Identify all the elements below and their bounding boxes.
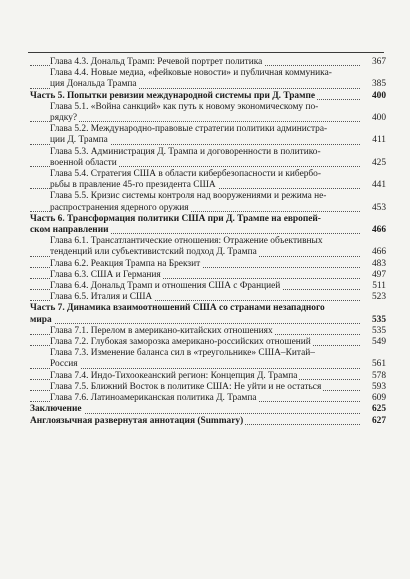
toc-entry-title	[50, 292, 386, 303]
toc-entry-title	[50, 270, 386, 281]
toc-entry-line: Глава 7.3. Изменение баланса сил в «треугольнике» США–Китай–	[50, 348, 315, 359]
toc-entry-title	[50, 68, 386, 90]
toc-entry-line: Глава 6.1. Трансатлантические отношения: Отражение объективных	[50, 236, 323, 247]
toc-page-number: 549	[371, 337, 386, 348]
toc-part-entry	[30, 416, 386, 427]
toc-entry-title	[30, 416, 386, 427]
toc-entry-line: Глава 4.4. Новые медиа, «фейковые новости» и публичная коммуника-	[50, 68, 332, 79]
toc-entry-line: тенденций или субъективистский подход Д. Трампа	[50, 247, 257, 258]
toc-chapter-entry	[30, 236, 386, 258]
toc-page-number: 400	[371, 113, 386, 124]
toc-page-number: 535	[371, 314, 386, 325]
toc-entry-title	[50, 382, 386, 393]
toc-chapter-entry	[30, 259, 386, 270]
toc-chapter-entry	[30, 147, 386, 169]
toc-entry-title	[50, 102, 386, 124]
toc-page-number: 523	[371, 292, 386, 303]
toc-entry-line: Глава 5.4. Стратегия США в области кибербезопасности и кибербо-	[50, 169, 321, 180]
header-rule	[28, 52, 384, 53]
toc-part-entry	[30, 91, 386, 102]
table-of-contents	[30, 57, 386, 427]
toc-page-number: 425	[371, 157, 386, 168]
toc-entry-title	[50, 371, 386, 382]
toc-chapter-entry	[30, 382, 386, 393]
toc-chapter-entry	[30, 68, 386, 90]
toc-entry-line: распространения ядерного оружия	[50, 202, 189, 213]
toc-chapter-entry	[30, 348, 386, 370]
toc-page-number: 625	[371, 404, 386, 415]
toc-entry-title	[50, 393, 386, 404]
toc-entry-title	[50, 191, 386, 213]
toc-entry-line: Часть 5. Попытки ревизии международной системы при Д. Трампе	[30, 90, 316, 101]
toc-page-number: 411	[372, 135, 386, 146]
toc-page-number: 453	[371, 202, 386, 213]
toc-chapter-entry	[30, 57, 386, 68]
toc-entry-title	[50, 348, 386, 370]
toc-entry-title	[50, 124, 386, 146]
toc-chapter-entry	[30, 281, 386, 292]
toc-entry-line: Глава 6.2. Реакция Трампа на Брекзит	[50, 258, 201, 269]
toc-entry-title	[50, 281, 386, 292]
toc-page-number: 466	[371, 247, 386, 258]
toc-chapter-entry	[30, 191, 386, 213]
toc-entry-line: Глава 7.2. Глубокая заморозка американо-российских отношений	[50, 337, 311, 348]
toc-entry-title	[30, 91, 386, 102]
toc-entry-title	[30, 214, 386, 236]
toc-entry-line: Заключение	[30, 404, 82, 415]
toc-chapter-entry	[30, 169, 386, 191]
toc-page-number: 535	[371, 325, 386, 336]
toc-chapter-entry	[30, 326, 386, 337]
toc-entry-line: Глава 7.4. Индо-Тихоокеанский регион: Концепция Д. Трампа	[50, 370, 298, 381]
toc-entry-line: рядку?	[50, 113, 78, 124]
toc-entry-line: Глава 5.3. Администрация Д. Трампа и договоренности в политико-	[50, 146, 321, 157]
toc-entry-title	[50, 236, 386, 258]
toc-chapter-entry	[30, 102, 386, 124]
toc-page-number: 367	[371, 57, 386, 67]
toc-page-number: 466	[371, 225, 386, 236]
toc-entry-line: ском направлении	[30, 225, 109, 236]
toc-page-number: 400	[371, 90, 386, 101]
toc-page-number: 511	[372, 281, 386, 292]
toc-part-entry	[30, 303, 386, 325]
toc-page-number: 483	[371, 258, 386, 269]
toc-chapter-entry	[30, 371, 386, 382]
toc-entry-title	[50, 57, 386, 68]
toc-page-number: 561	[371, 359, 386, 370]
toc-page-number: 627	[371, 415, 386, 426]
toc-entry-line: Глава 7.1. Перелом в американо-китайских отношениях	[50, 325, 273, 336]
toc-chapter-entry	[30, 393, 386, 404]
toc-entry-line: Часть 7. Динамика взаимоотношений США со странами незападного	[30, 303, 325, 314]
toc-chapter-entry	[30, 337, 386, 348]
toc-entry-line: Россия	[50, 359, 78, 370]
toc-chapter-entry	[30, 124, 386, 146]
toc-entry-line: Глава 6.5. Италия и США	[50, 292, 153, 303]
toc-entry-title	[50, 337, 386, 348]
toc-part-entry	[30, 404, 386, 415]
toc-entry-line: Глава 6.4. Дональд Трамп и отношения США с Францией	[50, 281, 281, 292]
toc-chapter-entry	[30, 270, 386, 281]
toc-page-number: 578	[371, 370, 386, 381]
toc-entry-line: рьбы в правление 45-го президента США	[50, 180, 216, 191]
toc-part-entry	[30, 214, 386, 236]
toc-entry-line: Глава 6.3. США и Германия	[50, 269, 161, 280]
toc-entry-line: Глава 4.3. Дональд Трамп: Речевой портрет политика	[50, 57, 263, 67]
toc-chapter-entry	[30, 292, 386, 303]
toc-entry-line: Глава 5.1. «Война санкций» как путь к новому экономическому по-	[50, 101, 319, 112]
toc-page-number: 441	[371, 180, 386, 191]
toc-entry-line: Глава 5.5. Кризис системы контроля над вооружениями и режима не-	[50, 191, 327, 202]
toc-entry-line: ции Д. Трампа	[50, 135, 108, 146]
toc-entry-line: Глава 7.5. Ближний Восток в политике США: Не уйти и не остаться	[50, 381, 322, 392]
toc-entry-line: Англоязычная развернутая аннотация (Summary)	[30, 415, 244, 426]
toc-entry-line: мира	[30, 314, 52, 325]
toc-entry-line: ция Дональда Трампа	[50, 79, 137, 90]
toc-entry-line: Часть 6. Трансформация политики США при Д. Трампе на европей-	[30, 213, 321, 224]
toc-entry-line: Глава 5.2. Международно-правовые стратегии политики администра-	[50, 124, 328, 135]
toc-entry-title	[30, 404, 386, 415]
toc-entry-title	[50, 169, 386, 191]
toc-page-number: 385	[371, 79, 386, 90]
toc-entry-title	[50, 259, 386, 270]
toc-page-number: 609	[371, 393, 386, 404]
toc-entry-title	[30, 303, 386, 325]
toc-entry-line: Глава 7.6. Латиноамериканская политика Д. Трампа	[50, 393, 257, 404]
toc-entry-line: военной области	[50, 157, 117, 168]
toc-entry-title	[50, 147, 386, 169]
toc-page-number: 497	[371, 269, 386, 280]
toc-entry-title	[50, 326, 386, 337]
toc-page-number: 593	[371, 381, 386, 392]
